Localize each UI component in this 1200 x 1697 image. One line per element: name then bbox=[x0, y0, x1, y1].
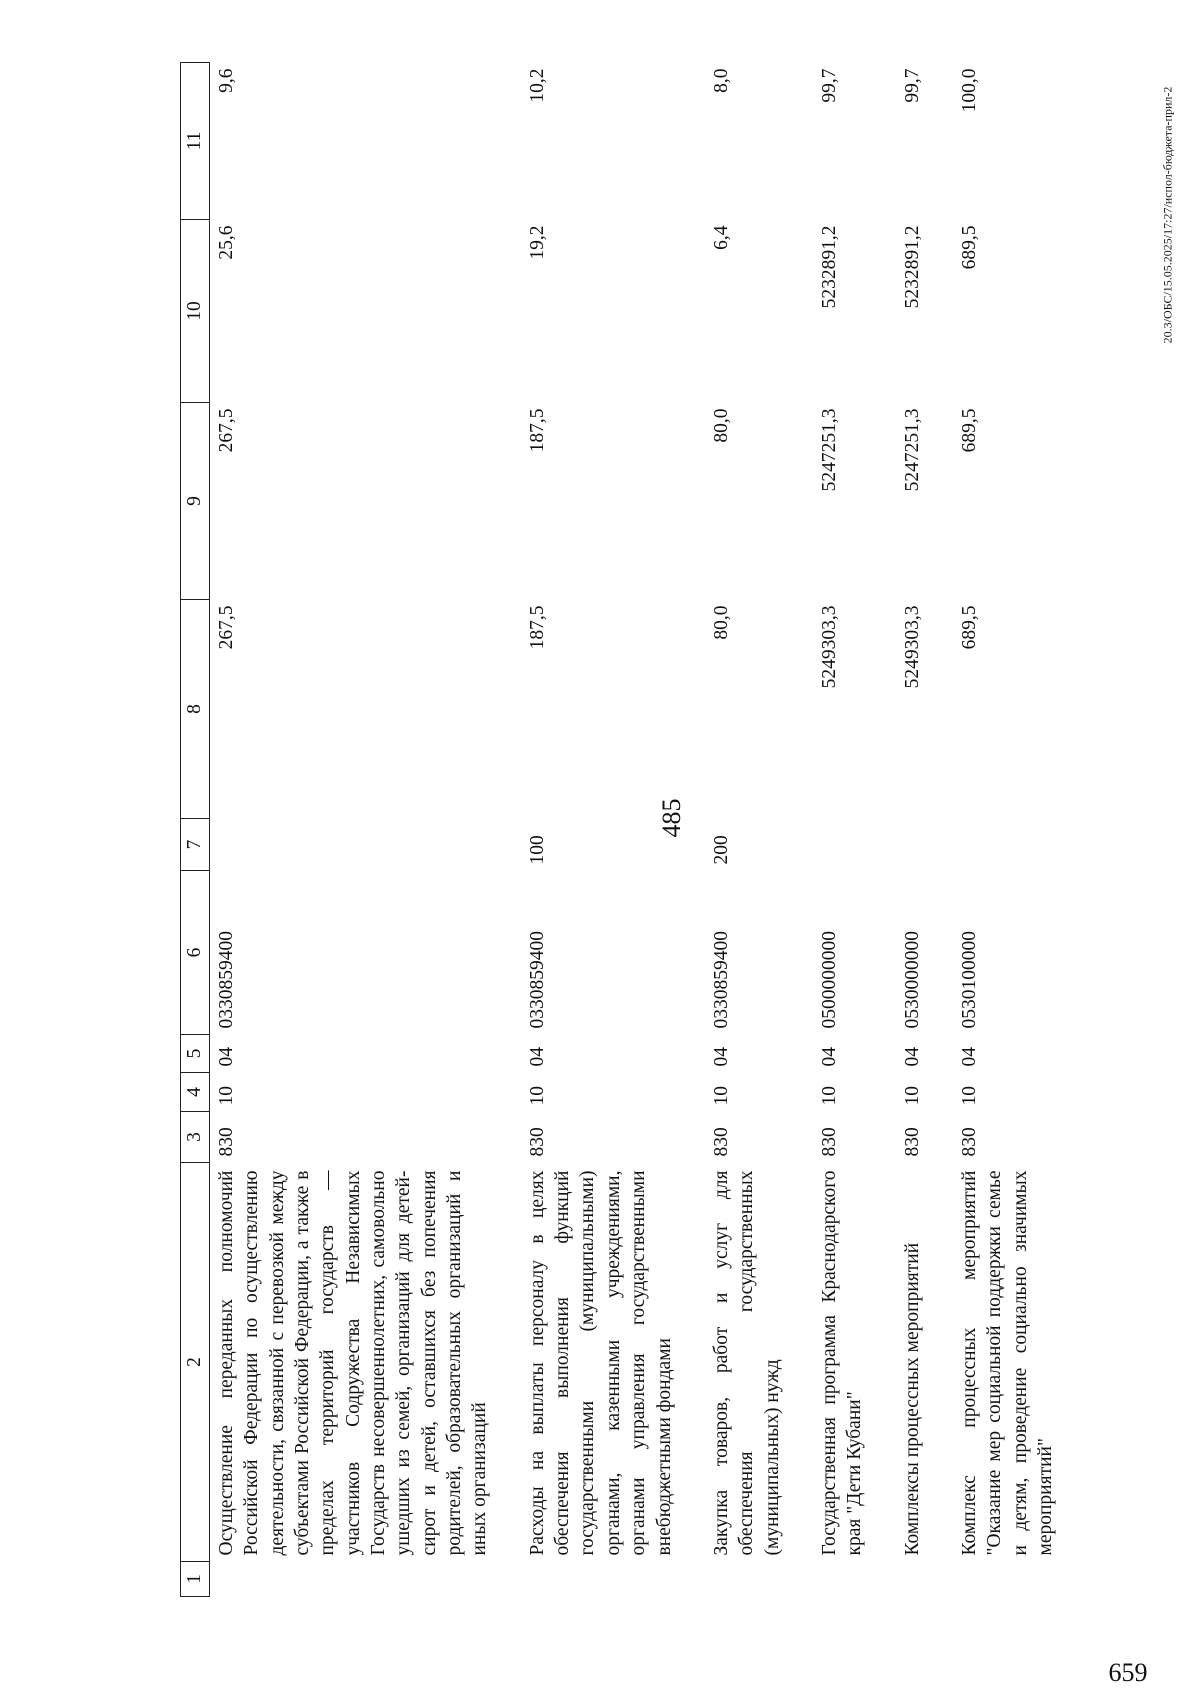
table-header bbox=[181, 63, 210, 1597]
page-number-top: 485 bbox=[657, 798, 686, 838]
cell-section: 10 bbox=[958, 1086, 980, 1106]
column-header-7: 7 bbox=[181, 819, 210, 871]
cell-col10: 689,5 bbox=[958, 225, 980, 270]
cell-target-article: 0330859400 bbox=[216, 931, 237, 1029]
cell-subsection: 04 bbox=[710, 1047, 732, 1067]
table-row bbox=[210, 63, 521, 1597]
cell-col9: 689,5 bbox=[958, 408, 980, 453]
cell-col9: 267,5 bbox=[216, 408, 237, 453]
header-row bbox=[181, 63, 210, 1597]
budget-table-container bbox=[180, 63, 1056, 1597]
cell-col10: 25,6 bbox=[216, 225, 237, 260]
cell-col10: 5232891,2 bbox=[818, 225, 840, 309]
column-header-6: 6 bbox=[181, 871, 210, 1035]
cell-subsection: 04 bbox=[526, 1047, 548, 1067]
cell-expense-type bbox=[210, 819, 521, 871]
cell-subsection: 04 bbox=[818, 1047, 840, 1067]
cell-col8: 5249303,3 bbox=[818, 605, 840, 689]
cell-description: Комплексы процессных мероприятий bbox=[901, 1242, 923, 1556]
cell-description: Осуществление переданных полномочий Российской Федерации по осуществлению деятельности, связанной с перевозкой между субъектами Российской Федерации, а также в пределах территорий государств — участников Содружества Независимых Государств несовершеннолетних, самовольно ушедших из семей, организаций для детей-сирот и детей, оставшихся без попечения родителей, образовательных организаций и иных организаций bbox=[216, 1170, 491, 1556]
cell-target-article: 0530100000 bbox=[958, 931, 980, 1029]
cell-target-article: 0330859400 bbox=[710, 931, 732, 1029]
cell-ministry-code: 830 bbox=[958, 1127, 980, 1157]
document-reference: 20.3/ОБС/15.05.2025/17:27/испол-бюджета-прил-2 bbox=[1160, 86, 1175, 344]
cell-col1 bbox=[813, 1562, 896, 1597]
cell-description: Комплекс процессных мероприятий "Оказание мер социальной поддержки семье и детям, проведение социально значимых мероприятий" bbox=[958, 1170, 1056, 1556]
budget-table bbox=[180, 62, 1086, 1597]
cell-section: 10 bbox=[818, 1086, 840, 1106]
cell-col8: 80,0 bbox=[710, 605, 732, 640]
cell-section: 10 bbox=[901, 1086, 923, 1106]
column-header-2: 2 bbox=[181, 1163, 210, 1562]
cell-ministry-code: 830 bbox=[710, 1127, 732, 1157]
cell-section: 10 bbox=[526, 1086, 548, 1106]
cell-description: Расходы на выплаты персоналу в целях обеспечения выполнения функций государственными (муниципальными) органами, казенными учреждениями, органами управления государственными внебюджетными фондами bbox=[526, 1170, 675, 1556]
cell-col9: 187,5 bbox=[526, 408, 548, 453]
cell-target-article: 0500000000 bbox=[818, 931, 840, 1029]
column-header-10: 10 bbox=[181, 220, 210, 403]
column-header-9: 9 bbox=[181, 403, 210, 600]
table-row bbox=[705, 63, 813, 1597]
cell-description: Закупка товаров, работ и услуг для обеспечения государственных (муниципальных) нужд bbox=[710, 1170, 783, 1556]
cell-expense-type: 100 bbox=[526, 835, 548, 865]
column-header-8: 8 bbox=[181, 600, 210, 819]
cell-section: 10 bbox=[216, 1086, 237, 1106]
cell-col11: 99,7 bbox=[818, 68, 840, 103]
column-header-3: 3 bbox=[181, 1112, 210, 1163]
table-row bbox=[953, 63, 1086, 1597]
cell-col8: 5249303,3 bbox=[901, 605, 923, 689]
cell-col1 bbox=[705, 1562, 813, 1597]
page-number-bottom: 659 bbox=[1108, 1658, 1148, 1687]
table-row bbox=[896, 63, 953, 1597]
cell-col11: 8,0 bbox=[710, 68, 732, 93]
cell-col11: 10,2 bbox=[526, 68, 548, 103]
cell-col8: 267,5 bbox=[216, 605, 237, 650]
budget-table-rotated bbox=[180, 63, 1056, 1597]
cell-col10: 6,4 bbox=[710, 225, 732, 250]
cell-target-article: 0530000000 bbox=[901, 931, 923, 1029]
cell-col9: 5247251,3 bbox=[818, 408, 840, 492]
table-row bbox=[521, 63, 705, 1597]
column-header-1: 1 bbox=[181, 1562, 210, 1597]
cell-ministry-code: 830 bbox=[216, 1127, 237, 1157]
cell-target-article: 0330859400 bbox=[526, 931, 548, 1029]
cell-col8: 689,5 bbox=[958, 605, 980, 650]
cell-expense-type: 200 bbox=[710, 835, 732, 865]
cell-col11: 9,6 bbox=[216, 68, 237, 93]
cell-col11: 100,0 bbox=[958, 68, 980, 113]
cell-col1 bbox=[210, 1562, 521, 1597]
table-row bbox=[813, 63, 896, 1597]
column-header-11: 11 bbox=[181, 63, 210, 220]
cell-section: 10 bbox=[710, 1086, 732, 1106]
column-header-4: 4 bbox=[181, 1073, 210, 1112]
table-body bbox=[210, 63, 1087, 1597]
cell-ministry-code: 830 bbox=[818, 1127, 840, 1157]
cell-subsection: 04 bbox=[958, 1047, 980, 1067]
cell-col1 bbox=[896, 1562, 953, 1597]
cell-expense-type bbox=[953, 819, 1086, 871]
cell-col1 bbox=[521, 1562, 705, 1597]
cell-col9: 80,0 bbox=[710, 408, 732, 443]
cell-subsection: 04 bbox=[901, 1047, 923, 1067]
cell-col8: 187,5 bbox=[526, 605, 548, 650]
cell-expense-type bbox=[813, 819, 896, 871]
cell-col9: 5247251,3 bbox=[901, 408, 923, 492]
cell-description: Государственная программа Краснодарского края "Дети Кубани" bbox=[818, 1170, 866, 1556]
cell-col10: 19,2 bbox=[526, 225, 548, 260]
cell-col11: 99,7 bbox=[901, 68, 923, 103]
cell-expense-type bbox=[896, 819, 953, 871]
cell-ministry-code: 830 bbox=[901, 1127, 923, 1157]
cell-col10: 5232891,2 bbox=[901, 225, 923, 309]
cell-col1 bbox=[953, 1562, 1086, 1597]
cell-ministry-code: 830 bbox=[526, 1127, 548, 1157]
column-header-5: 5 bbox=[181, 1035, 210, 1073]
cell-subsection: 04 bbox=[216, 1047, 237, 1067]
